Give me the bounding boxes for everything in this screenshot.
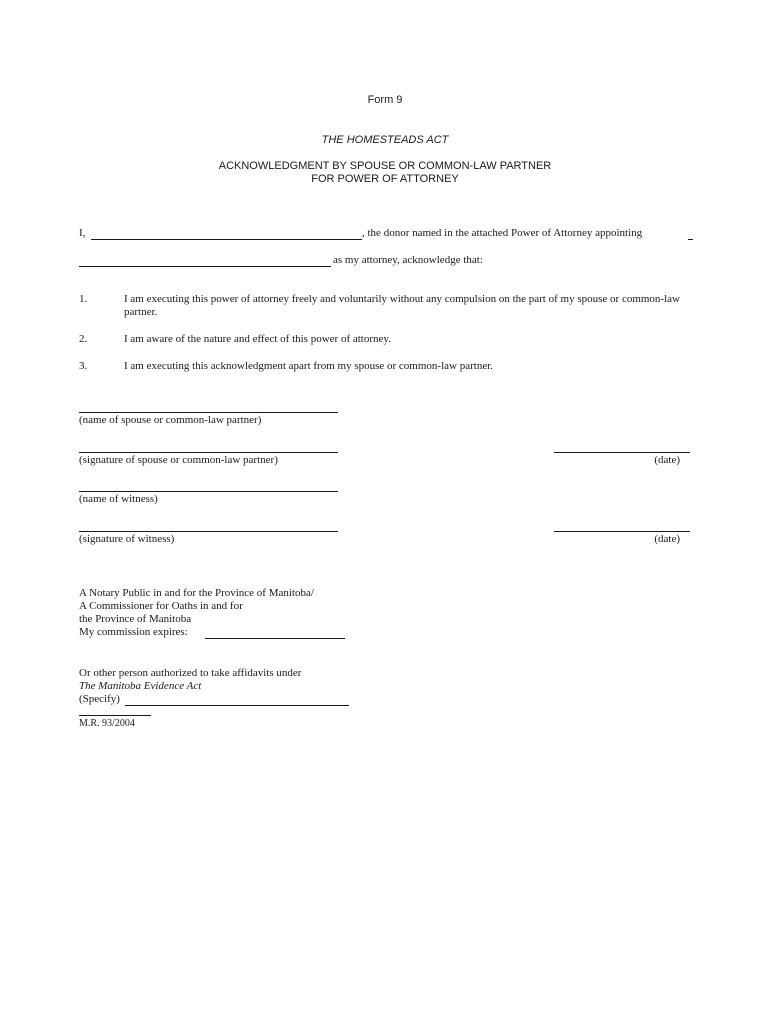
- witness-name-label: (name of witness): [79, 493, 158, 505]
- regulation-number: M.R. 93/2004: [79, 718, 135, 729]
- attorney-text: as my attorney, acknowledge that:: [333, 254, 483, 266]
- other-person-line-1: Or other person authorized to take affidavits under: [79, 667, 302, 679]
- attorney-name-field[interactable]: [79, 266, 331, 267]
- spouse-date-field[interactable]: [554, 452, 690, 453]
- spouse-name-field[interactable]: [79, 412, 338, 413]
- item-text-2: I am aware of the nature and effect of this power of attorney.: [124, 333, 391, 345]
- item-number-3: 3.: [79, 360, 88, 372]
- commission-expires-label: My commission expires:: [79, 626, 188, 638]
- evidence-act-name: The Manitoba Evidence Act: [79, 680, 202, 692]
- witness-name-field[interactable]: [79, 491, 338, 492]
- document-title-line1: ACKNOWLEDGMENT BY SPOUSE OR COMMON-LAW PARTNER: [218, 160, 552, 172]
- footer-divider: [79, 715, 151, 716]
- i-label: I,: [79, 227, 86, 239]
- witness-date-field[interactable]: [554, 531, 690, 532]
- donor-text: , the donor named in the attached Power of Attorney appointing: [362, 227, 643, 239]
- spouse-signature-label: (signature of spouse or common-law partner): [79, 454, 278, 466]
- witness-signature-label: (signature of witness): [79, 533, 175, 545]
- notary-line-2: A Commissioner for Oaths in and for: [79, 600, 243, 612]
- spouse-date-label: (date): [654, 454, 680, 466]
- witness-date-label: (date): [654, 533, 680, 545]
- specify-label: (Specify): [79, 693, 120, 705]
- donor-text-continuation-line: [688, 239, 693, 240]
- item-text-3: I am executing this acknowledgment apart from my spouse or common-law partner.: [124, 360, 494, 372]
- notary-line-3: the Province of Manitoba: [79, 613, 192, 625]
- item-number-1: 1.: [79, 293, 88, 305]
- donor-name-field[interactable]: [91, 239, 362, 240]
- spouse-signature-field[interactable]: [79, 452, 338, 453]
- commission-expires-field[interactable]: [205, 638, 345, 639]
- item-text-1: I am executing this power of attorney freely and voluntarily without any compulsion on the part of my spouse or common-law partner.: [124, 293, 680, 318]
- act-title: THE HOMESTEADS ACT: [321, 134, 449, 146]
- form-number: Form 9: [367, 94, 403, 106]
- spouse-name-label: (name of spouse or common-law partner): [79, 414, 262, 426]
- item-number-2: 2.: [79, 333, 88, 345]
- witness-signature-field[interactable]: [79, 531, 338, 532]
- document-title-line2: FOR POWER OF ATTORNEY: [311, 173, 459, 185]
- notary-line-1: A Notary Public in and for the Province of Manitoba/: [79, 587, 314, 599]
- specify-field[interactable]: [125, 705, 349, 706]
